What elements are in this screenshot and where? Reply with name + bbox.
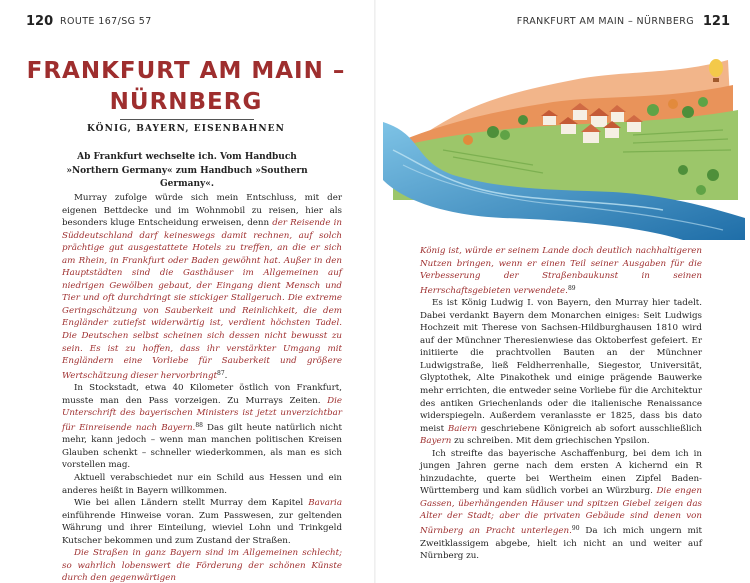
landscape-illustration xyxy=(383,40,745,240)
left-text-column xyxy=(62,192,342,583)
paragraph: In Stockstadt, etwa 40 Kilometer östlich von Frankfurt, musste man den Pass vorzeigen. Zu Murrays Zeiten. Die Unterschrift des bayerischen Ministers ist jetzt unverzichtbar für Einreisende nach Bayern.$^{88}$ Das gilt heute natürlich nicht mehr, kann jedoch – wenn man manchen politischen Kreisen Glauben schenkt – schneller wiederkommen, als man es sich vorstellen mag. xyxy=(62,383,342,471)
running-head-left: ROUTE 167/SG 57 xyxy=(60,16,152,27)
page-number-left: 120 xyxy=(26,14,54,29)
paragraph: Aktuell verabschiedet nur ein Schild aus Hessen und ein anderes heißt in Bayern willkommen. xyxy=(62,473,342,496)
chapter-subtitle: KÖNIG, BAYERN, EISENBAHNEN xyxy=(87,124,285,134)
paragraph: Murray zufolge würde sich mein Entschluss, mit der eigenen Bettdecke und im Wohnmobil zu reisen, hier als besonders kluge Entscheidung erweisen, denn der Reisende in Süddeutschland darf keineswegs damit rechnen, auf solch prächtige gut ausgestattete Hotels zu treffen, an die er sich am Rhein, in Frankfurt oder Baden gewöhnt hat. Außer in den Hauptstädten sind die Gasthäuser im Allgemeinen auf niedrigen Gewölben gebaut, der Eingang dient Mensch und Tier und oft durchdringt sie stickiger Stallgeruch. Die extreme Geringschätzung von Sauberkeit und Reinlichkeit, die dem Engländer zutiefst widerwärtig ist, verdient höchsten Tadel. Die Deutschen selbst scheinen sich dessen nicht bewusst zu sein. Es ist zu hoffen, dass ihr verstärkter Umgang mit Engländern eine Vorliebe für Sauberkeit und größere Wertschätzung dieser hervorbringt$^{87}$. xyxy=(62,193,342,381)
right-text-column xyxy=(420,245,702,563)
chapter-title xyxy=(26,56,346,118)
paragraph: Es ist König Ludwig I. von Bayern, den Murray hier tadelt. Dabei verdankt Bayern dem Monarchen einiges: Seit Ludwigs Hochzeit mit Therese von Sachsen-Hildburghausen 1810 wird auf der Münchner Theresienwiese das Oktoberfest gefeiert. Er initiierte die prachtvollen Bauten an der Münchner Ludwigstraße, ließ Feldherrenhalle, Siegestor, Universität, Glyptothek, Alte Pinakothek und einige prägende Bauwerke mehr errichten, die entweder seine Vorliebe für die Architektur des antiken Griechenlands oder die italienische Renaissance widerspiegeln. Außerdem veranlasste er 1825, dass bis dato meist Baiern geschriebene Königreich ab sofort ausschließlich Bayern zu schreiben. Mit dem griechischen Ypsilon. xyxy=(420,298,702,447)
footnote-ref: 89 xyxy=(567,284,576,292)
paragraph xyxy=(62,547,342,583)
footnote-ref: 88 xyxy=(195,421,203,429)
title-line-2: NÜRNBERG xyxy=(109,89,263,115)
footnote-ref: 90 xyxy=(571,525,580,533)
quote: der Reisende in Süddeutschland darf keineswegs damit rechnen, auf solch prächtige gut ausgestattete Hotels zu treffen, an die er sich am Rhein, in Frankfurt oder Baden gewöhnt hat. Außer in den Hauptstädten sind die Gasthäuser im Allgemeinen auf niedrigen Gewölben gebaut, der Eingang dient Mensch und Tier und oft durchdringt sie stickiger Stallgeruch. Die extreme Geringschätzung von Sauberkeit und Reinlichkeit, die dem Engländer zutiefst widerwärtig ist, verdient höchsten Tadel. Die Deutschen selbst scheinen sich dessen nicht bewusst zu sein. Es ist zu hoffen, dass ihr verstärkter Umgang mit Engländern eine Vorliebe für Sauberkeit und größere Wertschätzung dieser hervorbringt xyxy=(62,218,342,381)
emphasis: Baiern xyxy=(447,423,478,434)
paragraph xyxy=(420,245,702,297)
title-line-1: FRANKFURT AM MAIN – xyxy=(26,58,346,84)
quote: Die engen Gassen, überhängenden Häuser und spitzen Giebel zeigen das Alter der Stadt; aber die privaten Gebäude sind denen von Nürnberg an Pracht unterlegen. xyxy=(420,486,702,537)
footnote-ref: 87 xyxy=(217,369,225,377)
right-page xyxy=(375,0,750,583)
quote: Die Straßen in ganz Bayern sind im Allgemeinen schlecht; so wahrlich lobenswert die Förderung der schönen Künste durch den gegenwärtigen xyxy=(62,548,342,583)
paragraph: Ich streifte das bayerische Aschaffenburg, bei dem ich in jungen Jahren gerne nach dem ersten A kichernd ein R hinzudachte, querte bei Wertheim einen Zipfel Baden-Württemberg und kam südlich vorbei an Würzburg. Die engen Gassen, überhängenden Häuser und spitzen Giebel zeigen das Alter der Stadt; aber die privaten Gebäude sind denen von Nürnberg an Pracht unterlegen.$^{90}$ Da ich mich ungern mit Zweitklassigem abgebe, hielt ich nicht an und weiter auf Nürnberg zu. xyxy=(420,448,702,562)
paragraph: Wie bei allen Ländern stellt Murray dem Kapitel Bavaria einführende Hinweise voran. Zum Passwesen, zur geltenden Währung und ihrer Einteilung, wieviel Lohn und Trinkgeld Kutscher bekommen und zum Zustand der Straßen. xyxy=(62,498,342,546)
running-head-right: FRANKFURT AM MAIN – NÜRNBERG xyxy=(516,16,694,27)
quote: Die Unterschrift des bayerischen Ministers ist jetzt unverzichtbar für Einreisende nach Bayern. xyxy=(62,395,342,433)
chapter-intro: Ab Frankfurt wechselte ich. Vom Handbuch »Northern Germany« zum Handbuch »Southern Germany«. xyxy=(66,152,308,189)
title-divider xyxy=(120,119,254,120)
quote: König ist, würde er seinem Lande doch deutlich nachhaltigeren Nutzen bringen, wenn er einen Teil seiner Ausgaben für die Verbesserung der Straßenbaukunst in seinen Herrschaftsgebieten verwendete. xyxy=(420,246,702,296)
emphasis: Bayern xyxy=(420,436,452,447)
page-number-right: 121 xyxy=(702,14,730,29)
chapter-ref: Bavaria xyxy=(308,498,342,509)
